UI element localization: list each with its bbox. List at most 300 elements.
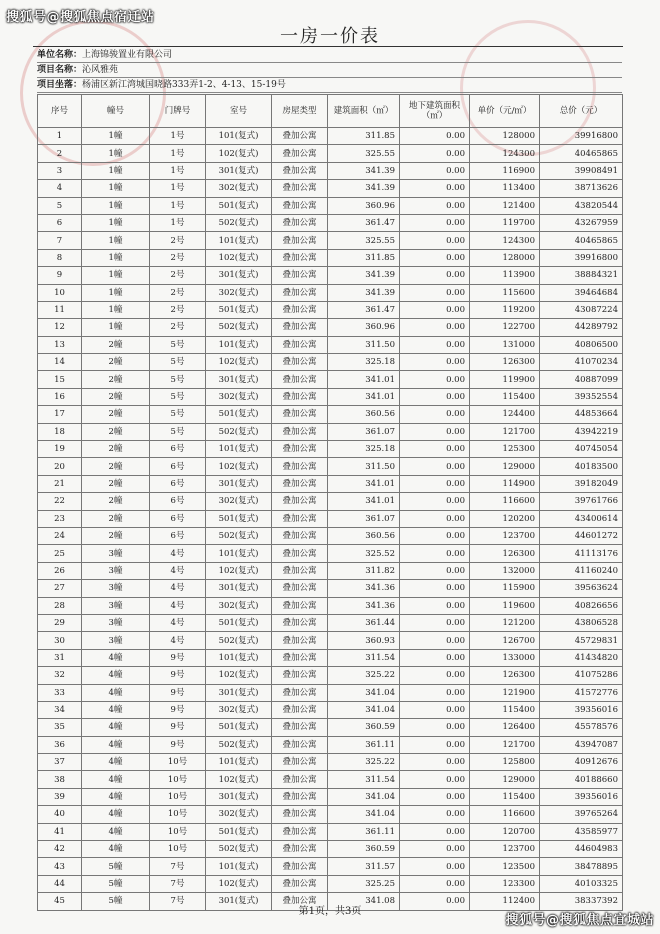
cell-underground-area: 0.00 xyxy=(400,771,470,788)
cell-building: 4幢 xyxy=(82,806,150,823)
cell-unit-price: 125800 xyxy=(470,754,540,771)
table-row xyxy=(38,580,623,597)
cell-unit-price: 125300 xyxy=(470,441,540,458)
cell-total-price: 39352554 xyxy=(540,388,623,405)
cell-total-price: 44853664 xyxy=(540,406,623,423)
cell-room: 501(复式) xyxy=(206,197,272,214)
cell-underground-area: 0.00 xyxy=(400,806,470,823)
table-row xyxy=(38,128,623,145)
cell-door: 4号 xyxy=(150,597,206,614)
cell-underground-area: 0.00 xyxy=(400,493,470,510)
cell-type: 叠加公寓 xyxy=(272,875,328,892)
cell-area: 325.25 xyxy=(328,875,400,892)
cell-index: 45 xyxy=(38,893,82,910)
cell-building: 5幢 xyxy=(82,893,150,910)
cell-total-price: 39765264 xyxy=(540,806,623,823)
cell-room: 302(复式) xyxy=(206,493,272,510)
cell-index: 3 xyxy=(38,162,82,179)
cell-unit-price: 112400 xyxy=(470,893,540,910)
cell-total-price: 45578576 xyxy=(540,719,623,736)
table-header-row xyxy=(38,95,623,128)
cell-underground-area: 0.00 xyxy=(400,284,470,301)
cell-unit-price: 115400 xyxy=(470,388,540,405)
cell-total-price: 40183500 xyxy=(540,458,623,475)
cell-building: 2幢 xyxy=(82,458,150,475)
cell-type: 叠加公寓 xyxy=(272,267,328,284)
cell-total-price: 38478895 xyxy=(540,858,623,875)
cell-total-price: 39761766 xyxy=(540,493,623,510)
cell-unit-price: 113400 xyxy=(470,180,540,197)
cell-type: 叠加公寓 xyxy=(272,771,328,788)
cell-area: 311.50 xyxy=(328,458,400,475)
table-row xyxy=(38,632,623,649)
cell-room: 101(复式) xyxy=(206,858,272,875)
header-underground-area: 地下建筑面积（㎡） xyxy=(400,95,470,128)
cell-building: 1幢 xyxy=(82,319,150,336)
table-row xyxy=(38,788,623,805)
cell-index: 38 xyxy=(38,771,82,788)
cell-underground-area: 0.00 xyxy=(400,475,470,492)
cell-unit-price: 126700 xyxy=(470,632,540,649)
cell-unit-price: 126300 xyxy=(470,667,540,684)
cell-door: 10号 xyxy=(150,823,206,840)
cell-door: 2号 xyxy=(150,267,206,284)
cell-type: 叠加公寓 xyxy=(272,458,328,475)
cell-type: 叠加公寓 xyxy=(272,128,328,145)
cell-area: 325.18 xyxy=(328,441,400,458)
table-row xyxy=(38,736,623,753)
info-project-value: 沁风雅苑 xyxy=(82,65,119,75)
cell-type: 叠加公寓 xyxy=(272,667,328,684)
cell-underground-area: 0.00 xyxy=(400,162,470,179)
cell-underground-area: 0.00 xyxy=(400,441,470,458)
table-row xyxy=(38,197,623,214)
cell-type: 叠加公寓 xyxy=(272,319,328,336)
cell-unit-price: 128000 xyxy=(470,128,540,145)
cell-door: 1号 xyxy=(150,180,206,197)
cell-room: 102(复式) xyxy=(206,145,272,162)
cell-total-price: 39356016 xyxy=(540,701,623,718)
cell-index: 40 xyxy=(38,806,82,823)
cell-type: 叠加公寓 xyxy=(272,406,328,423)
cell-underground-area: 0.00 xyxy=(400,701,470,718)
table-row xyxy=(38,510,623,527)
cell-building: 2幢 xyxy=(82,406,150,423)
cell-building: 4幢 xyxy=(82,788,150,805)
cell-building: 1幢 xyxy=(82,301,150,318)
cell-room: 102(复式) xyxy=(206,354,272,371)
cell-building: 1幢 xyxy=(82,197,150,214)
cell-room: 101(复式) xyxy=(206,441,272,458)
cell-building: 4幢 xyxy=(82,701,150,718)
cell-room: 301(复式) xyxy=(206,893,272,910)
table-row xyxy=(38,562,623,579)
cell-underground-area: 0.00 xyxy=(400,823,470,840)
cell-underground-area: 0.00 xyxy=(400,388,470,405)
table-row xyxy=(38,423,623,440)
header-door: 门牌号 xyxy=(150,95,206,128)
cell-door: 5号 xyxy=(150,336,206,353)
cell-door: 4号 xyxy=(150,632,206,649)
cell-area: 360.59 xyxy=(328,719,400,736)
cell-underground-area: 0.00 xyxy=(400,893,470,910)
info-location-value: 杨浦区新江湾城国晓路333弄1-2、4-13、15-19号 xyxy=(82,80,286,90)
cell-area: 325.18 xyxy=(328,354,400,371)
cell-underground-area: 0.00 xyxy=(400,875,470,892)
cell-type: 叠加公寓 xyxy=(272,893,328,910)
cell-door: 6号 xyxy=(150,510,206,527)
cell-room: 501(复式) xyxy=(206,510,272,527)
cell-index: 39 xyxy=(38,788,82,805)
cell-underground-area: 0.00 xyxy=(400,614,470,631)
cell-unit-price: 119200 xyxy=(470,301,540,318)
cell-type: 叠加公寓 xyxy=(272,301,328,318)
cell-index: 16 xyxy=(38,388,82,405)
table-row xyxy=(38,823,623,840)
cell-type: 叠加公寓 xyxy=(272,371,328,388)
cell-total-price: 40806500 xyxy=(540,336,623,353)
table-row xyxy=(38,493,623,510)
cell-unit-price: 115400 xyxy=(470,788,540,805)
cell-index: 33 xyxy=(38,684,82,701)
table-row xyxy=(38,841,623,858)
cell-area: 341.36 xyxy=(328,597,400,614)
cell-area: 360.93 xyxy=(328,632,400,649)
cell-type: 叠加公寓 xyxy=(272,197,328,214)
cell-unit-price: 126300 xyxy=(470,545,540,562)
cell-building: 4幢 xyxy=(82,684,150,701)
cell-unit-price: 132000 xyxy=(470,562,540,579)
cell-door: 4号 xyxy=(150,545,206,562)
cell-underground-area: 0.00 xyxy=(400,232,470,249)
cell-index: 42 xyxy=(38,841,82,858)
cell-building: 4幢 xyxy=(82,823,150,840)
info-location-label: 项目坐落： xyxy=(37,80,83,90)
cell-index: 8 xyxy=(38,249,82,266)
cell-building: 4幢 xyxy=(82,771,150,788)
cell-underground-area: 0.00 xyxy=(400,545,470,562)
table-row xyxy=(38,597,623,614)
table-row xyxy=(38,475,623,492)
table-row xyxy=(38,545,623,562)
cell-unit-price: 131000 xyxy=(470,336,540,353)
cell-type: 叠加公寓 xyxy=(272,510,328,527)
table-row xyxy=(38,371,623,388)
cell-index: 29 xyxy=(38,614,82,631)
cell-area: 361.47 xyxy=(328,214,400,231)
cell-building: 3幢 xyxy=(82,545,150,562)
cell-type: 叠加公寓 xyxy=(272,423,328,440)
cell-building: 4幢 xyxy=(82,667,150,684)
cell-door: 9号 xyxy=(150,684,206,701)
cell-unit-price: 121400 xyxy=(470,197,540,214)
cell-index: 13 xyxy=(38,336,82,353)
cell-total-price: 41075286 xyxy=(540,667,623,684)
cell-room: 101(复式) xyxy=(206,754,272,771)
cell-total-price: 41070234 xyxy=(540,354,623,371)
cell-area: 361.11 xyxy=(328,823,400,840)
cell-area: 341.01 xyxy=(328,475,400,492)
cell-underground-area: 0.00 xyxy=(400,249,470,266)
cell-door: 5号 xyxy=(150,406,206,423)
cell-room: 102(复式) xyxy=(206,875,272,892)
cell-area: 341.01 xyxy=(328,388,400,405)
cell-room: 501(复式) xyxy=(206,823,272,840)
cell-type: 叠加公寓 xyxy=(272,145,328,162)
cell-area: 311.50 xyxy=(328,336,400,353)
table-row xyxy=(38,858,623,875)
cell-total-price: 38884321 xyxy=(540,267,623,284)
cell-room: 502(复式) xyxy=(206,423,272,440)
cell-door: 9号 xyxy=(150,701,206,718)
cell-room: 301(复式) xyxy=(206,475,272,492)
cell-type: 叠加公寓 xyxy=(272,284,328,301)
cell-door: 9号 xyxy=(150,736,206,753)
table-row xyxy=(38,388,623,405)
cell-building: 2幢 xyxy=(82,527,150,544)
cell-type: 叠加公寓 xyxy=(272,597,328,614)
table-row xyxy=(38,336,623,353)
cell-room: 301(复式) xyxy=(206,371,272,388)
cell-room: 302(复式) xyxy=(206,388,272,405)
cell-area: 360.96 xyxy=(328,319,400,336)
cell-total-price: 44604983 xyxy=(540,841,623,858)
cell-index: 14 xyxy=(38,354,82,371)
cell-unit-price: 119900 xyxy=(470,371,540,388)
cell-door: 1号 xyxy=(150,145,206,162)
table-row xyxy=(38,806,623,823)
cell-door: 2号 xyxy=(150,319,206,336)
cell-area: 311.54 xyxy=(328,649,400,666)
table-row xyxy=(38,771,623,788)
cell-room: 302(复式) xyxy=(206,701,272,718)
cell-area: 341.08 xyxy=(328,893,400,910)
cell-area: 311.85 xyxy=(328,249,400,266)
cell-building: 4幢 xyxy=(82,736,150,753)
cell-underground-area: 0.00 xyxy=(400,319,470,336)
info-location xyxy=(37,78,622,93)
cell-room: 501(复式) xyxy=(206,406,272,423)
cell-area: 325.52 xyxy=(328,545,400,562)
cell-building: 5幢 xyxy=(82,875,150,892)
cell-type: 叠加公寓 xyxy=(272,649,328,666)
cell-door: 2号 xyxy=(150,232,206,249)
cell-room: 101(复式) xyxy=(206,336,272,353)
header-building: 幢号 xyxy=(82,95,150,128)
cell-index: 36 xyxy=(38,736,82,753)
cell-door: 10号 xyxy=(150,841,206,858)
cell-unit-price: 133000 xyxy=(470,649,540,666)
cell-door: 10号 xyxy=(150,754,206,771)
info-project xyxy=(37,63,622,78)
cell-type: 叠加公寓 xyxy=(272,562,328,579)
cell-total-price: 43942219 xyxy=(540,423,623,440)
cell-door: 9号 xyxy=(150,719,206,736)
cell-underground-area: 0.00 xyxy=(400,371,470,388)
cell-building: 3幢 xyxy=(82,614,150,631)
watermark-top: 搜狐号@搜狐焦点宿迁站 xyxy=(6,10,155,25)
watermark-bottom: 搜狐号@搜狐焦点宜城站 xyxy=(505,913,654,928)
cell-door: 6号 xyxy=(150,493,206,510)
cell-index: 26 xyxy=(38,562,82,579)
info-company-label: 单位名称： xyxy=(37,50,83,60)
cell-index: 20 xyxy=(38,458,82,475)
cell-area: 325.22 xyxy=(328,667,400,684)
cell-door: 2号 xyxy=(150,284,206,301)
cell-area: 341.04 xyxy=(328,806,400,823)
cell-building: 2幢 xyxy=(82,441,150,458)
cell-underground-area: 0.00 xyxy=(400,719,470,736)
cell-underground-area: 0.00 xyxy=(400,354,470,371)
cell-area: 311.82 xyxy=(328,562,400,579)
cell-building: 1幢 xyxy=(82,267,150,284)
cell-underground-area: 0.00 xyxy=(400,858,470,875)
cell-area: 325.22 xyxy=(328,754,400,771)
cell-type: 叠加公寓 xyxy=(272,180,328,197)
cell-area: 341.01 xyxy=(328,493,400,510)
cell-area: 341.39 xyxy=(328,162,400,179)
cell-door: 10号 xyxy=(150,806,206,823)
cell-underground-area: 0.00 xyxy=(400,180,470,197)
cell-total-price: 40745054 xyxy=(540,441,623,458)
cell-total-price: 45729831 xyxy=(540,632,623,649)
cell-door: 6号 xyxy=(150,458,206,475)
cell-door: 1号 xyxy=(150,162,206,179)
cell-type: 叠加公寓 xyxy=(272,614,328,631)
table-row xyxy=(38,875,623,892)
cell-total-price: 40465865 xyxy=(540,145,623,162)
cell-unit-price: 115900 xyxy=(470,580,540,597)
cell-building: 1幢 xyxy=(82,145,150,162)
cell-area: 341.39 xyxy=(328,267,400,284)
cell-total-price: 39182049 xyxy=(540,475,623,492)
table-row xyxy=(38,354,623,371)
cell-type: 叠加公寓 xyxy=(272,493,328,510)
cell-type: 叠加公寓 xyxy=(272,545,328,562)
cell-building: 1幢 xyxy=(82,232,150,249)
info-company xyxy=(37,48,622,63)
cell-index: 15 xyxy=(38,371,82,388)
page-title: 一房一价表 xyxy=(280,26,380,47)
cell-total-price: 43267959 xyxy=(540,214,623,231)
header-room: 室号 xyxy=(206,95,272,128)
cell-index: 37 xyxy=(38,754,82,771)
cell-door: 7号 xyxy=(150,875,206,892)
price-table xyxy=(37,94,623,911)
cell-building: 3幢 xyxy=(82,597,150,614)
cell-unit-price: 116900 xyxy=(470,162,540,179)
cell-index: 23 xyxy=(38,510,82,527)
cell-room: 301(复式) xyxy=(206,684,272,701)
cell-unit-price: 116600 xyxy=(470,493,540,510)
table-row xyxy=(38,406,623,423)
cell-room: 502(复式) xyxy=(206,632,272,649)
cell-type: 叠加公寓 xyxy=(272,701,328,718)
cell-door: 2号 xyxy=(150,249,206,266)
cell-area: 341.04 xyxy=(328,701,400,718)
table-row xyxy=(38,232,623,249)
table-row xyxy=(38,614,623,631)
header-unit-price: 单价（元/㎡） xyxy=(470,95,540,128)
cell-index: 5 xyxy=(38,197,82,214)
cell-door: 6号 xyxy=(150,527,206,544)
cell-area: 361.11 xyxy=(328,736,400,753)
cell-unit-price: 121900 xyxy=(470,684,540,701)
info-project-label: 项目名称： xyxy=(37,65,83,75)
cell-underground-area: 0.00 xyxy=(400,406,470,423)
cell-underground-area: 0.00 xyxy=(400,649,470,666)
cell-total-price: 39356016 xyxy=(540,788,623,805)
cell-index: 41 xyxy=(38,823,82,840)
cell-type: 叠加公寓 xyxy=(272,249,328,266)
cell-unit-price: 126300 xyxy=(470,354,540,371)
table-row xyxy=(38,527,623,544)
cell-type: 叠加公寓 xyxy=(272,336,328,353)
cell-total-price: 38337392 xyxy=(540,893,623,910)
cell-index: 28 xyxy=(38,597,82,614)
cell-building: 5幢 xyxy=(82,858,150,875)
cell-type: 叠加公寓 xyxy=(272,806,328,823)
cell-total-price: 44289792 xyxy=(540,319,623,336)
cell-type: 叠加公寓 xyxy=(272,162,328,179)
cell-total-price: 39916800 xyxy=(540,128,623,145)
cell-type: 叠加公寓 xyxy=(272,684,328,701)
cell-unit-price: 120700 xyxy=(470,823,540,840)
cell-door: 6号 xyxy=(150,441,206,458)
cell-underground-area: 0.00 xyxy=(400,128,470,145)
cell-unit-price: 129000 xyxy=(470,458,540,475)
table-row xyxy=(38,249,623,266)
table-row xyxy=(38,649,623,666)
cell-index: 2 xyxy=(38,145,82,162)
cell-room: 502(复式) xyxy=(206,214,272,231)
cell-unit-price: 115600 xyxy=(470,284,540,301)
cell-type: 叠加公寓 xyxy=(272,841,328,858)
cell-index: 32 xyxy=(38,667,82,684)
cell-building: 2幢 xyxy=(82,475,150,492)
cell-total-price: 40465865 xyxy=(540,232,623,249)
cell-underground-area: 0.00 xyxy=(400,667,470,684)
cell-room: 301(复式) xyxy=(206,162,272,179)
cell-unit-price: 126400 xyxy=(470,719,540,736)
cell-underground-area: 0.00 xyxy=(400,214,470,231)
table-row xyxy=(38,701,623,718)
cell-unit-price: 116600 xyxy=(470,806,540,823)
cell-index: 18 xyxy=(38,423,82,440)
cell-room: 302(复式) xyxy=(206,597,272,614)
cell-underground-area: 0.00 xyxy=(400,736,470,753)
cell-unit-price: 115400 xyxy=(470,701,540,718)
table-row xyxy=(38,162,623,179)
cell-index: 19 xyxy=(38,441,82,458)
cell-total-price: 41572776 xyxy=(540,684,623,701)
header-index: 序号 xyxy=(38,95,82,128)
cell-underground-area: 0.00 xyxy=(400,267,470,284)
cell-total-price: 40103325 xyxy=(540,875,623,892)
cell-index: 34 xyxy=(38,701,82,718)
cell-unit-price: 113900 xyxy=(470,267,540,284)
cell-door: 1号 xyxy=(150,197,206,214)
cell-unit-price: 119600 xyxy=(470,597,540,614)
cell-door: 1号 xyxy=(150,214,206,231)
cell-index: 35 xyxy=(38,719,82,736)
cell-door: 1号 xyxy=(150,128,206,145)
cell-door: 6号 xyxy=(150,475,206,492)
cell-building: 4幢 xyxy=(82,649,150,666)
cell-room: 302(复式) xyxy=(206,284,272,301)
cell-area: 361.47 xyxy=(328,301,400,318)
cell-unit-price: 124300 xyxy=(470,232,540,249)
